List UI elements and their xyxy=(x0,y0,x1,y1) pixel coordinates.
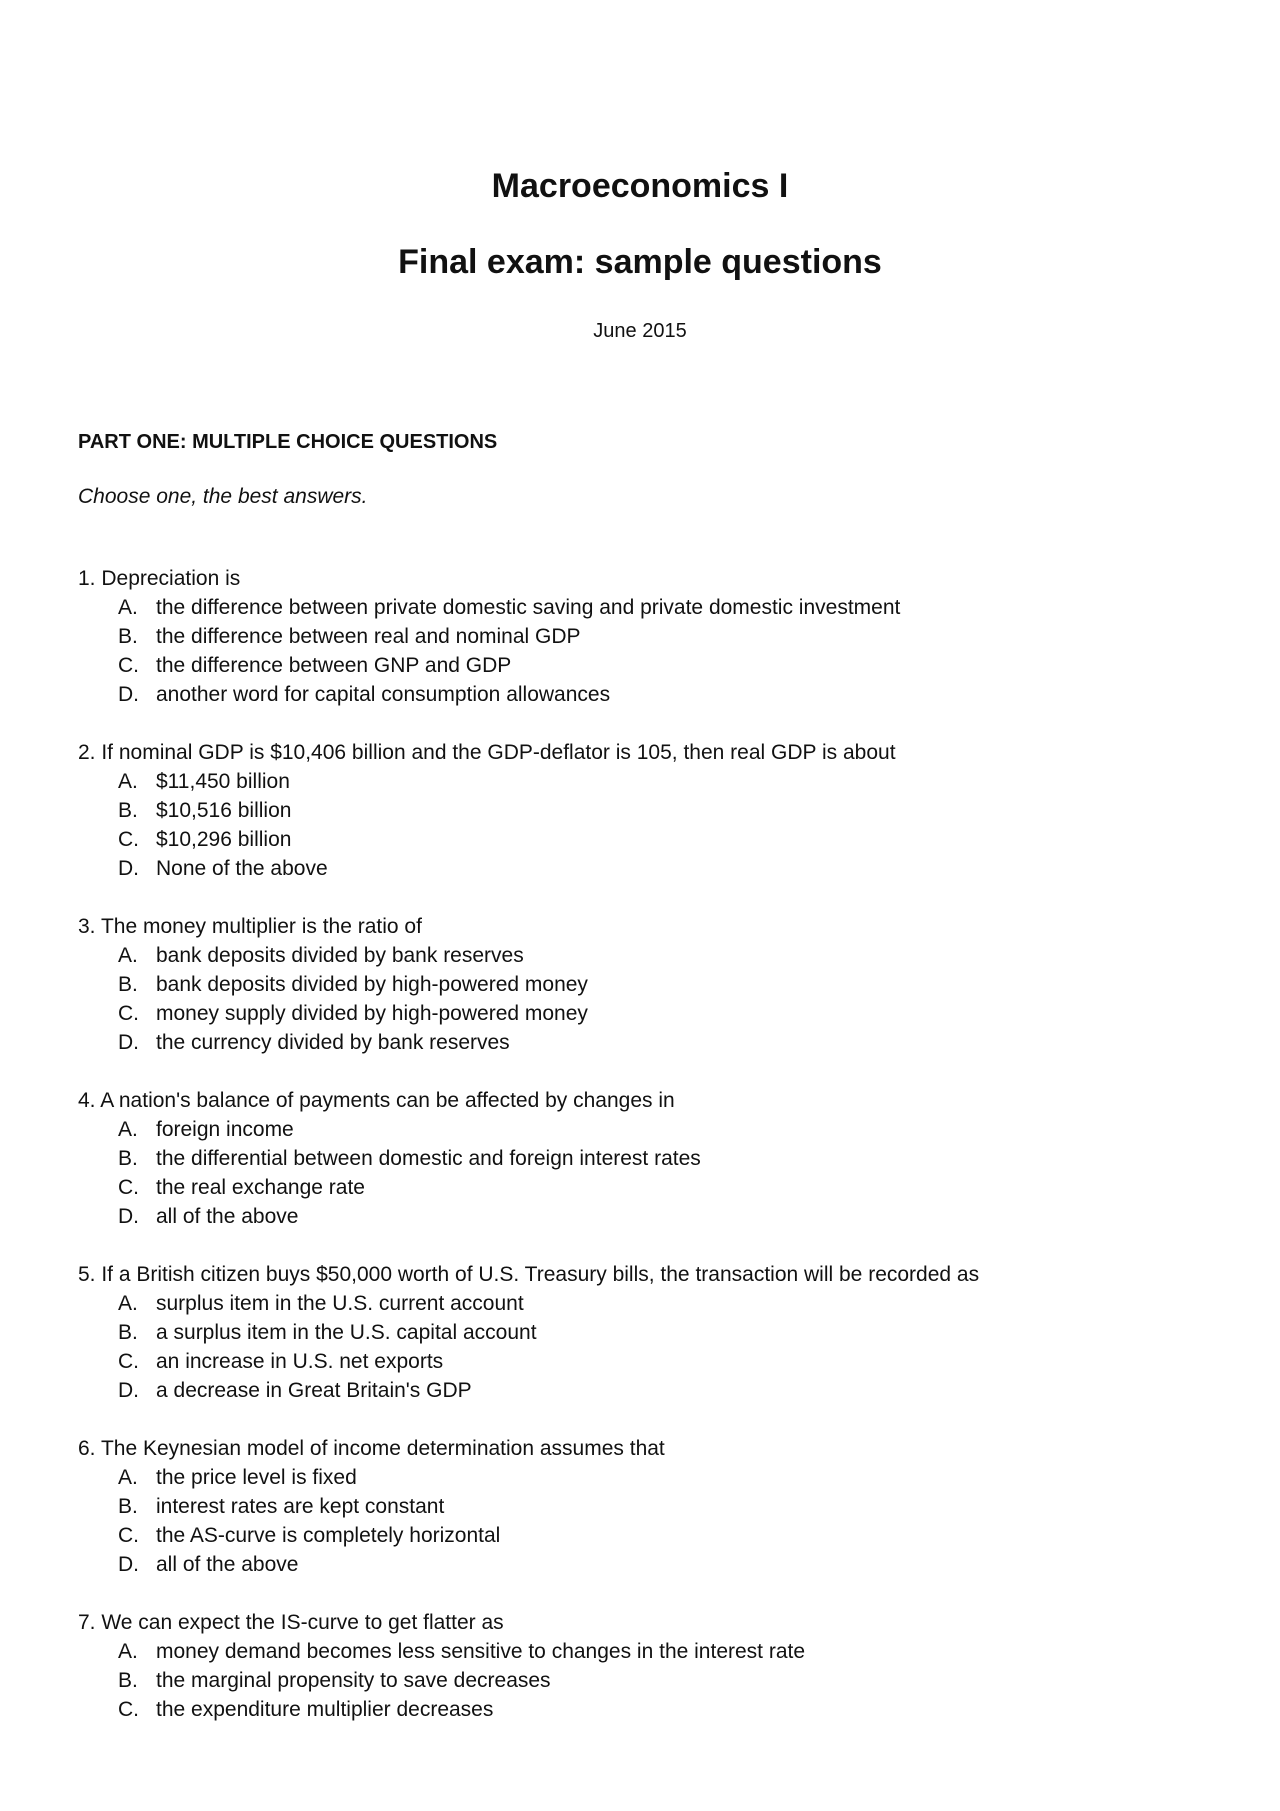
answer-option xyxy=(78,1376,1218,1405)
question-list xyxy=(78,564,1218,1753)
option-letter: A. xyxy=(118,770,138,793)
answer-option xyxy=(78,680,1218,709)
answer-option xyxy=(78,1115,1218,1144)
option-letter: B. xyxy=(118,1669,138,1692)
question-stem: 3. The money multiplier is the ratio of xyxy=(78,915,422,938)
question-stem: 2. If nominal GDP is $10,406 billion and the GDP-deflator is 105, then real GDP is about xyxy=(78,741,896,764)
answer-option xyxy=(78,1637,1218,1666)
answer-options xyxy=(78,1463,1218,1579)
option-letter: B. xyxy=(118,1495,138,1518)
answer-option xyxy=(78,854,1218,883)
option-letter: D. xyxy=(118,1553,139,1576)
document-subtitle: Final exam: sample questions xyxy=(398,243,882,281)
answer-options xyxy=(78,767,1218,883)
answer-option xyxy=(78,1666,1218,1695)
answer-option xyxy=(78,941,1218,970)
option-letter: D. xyxy=(118,1379,139,1402)
option-letter: C. xyxy=(118,1698,139,1721)
answer-option xyxy=(78,593,1218,622)
answer-option xyxy=(78,970,1218,999)
option-letter: A. xyxy=(118,596,138,619)
question-item xyxy=(78,1260,1218,1405)
question-item xyxy=(78,1434,1218,1579)
answer-option xyxy=(78,1318,1218,1347)
answer-option xyxy=(78,767,1218,796)
answer-option xyxy=(78,1347,1218,1376)
answer-options xyxy=(78,1289,1218,1405)
option-letter: A. xyxy=(118,1466,138,1489)
answer-option xyxy=(78,1695,1218,1724)
option-letter: C. xyxy=(118,1176,139,1199)
answer-option xyxy=(78,825,1218,854)
question-stem: 1. Depreciation is xyxy=(78,567,241,590)
document-date: June 2015 xyxy=(593,320,687,342)
option-text: another word for capital consumption allowances xyxy=(156,683,611,706)
question-item xyxy=(78,912,1218,1057)
answer-options xyxy=(78,941,1218,1057)
option-text: the difference between GNP and GDP xyxy=(156,654,512,677)
question-item xyxy=(78,564,1218,709)
option-text: the difference between private domestic saving and private domestic investment xyxy=(156,596,901,619)
option-text: the expenditure multiplier decreases xyxy=(156,1698,494,1721)
option-letter: C. xyxy=(118,828,139,851)
part-heading: PART ONE: MULTIPLE CHOICE QUESTIONS xyxy=(78,431,498,453)
answer-option xyxy=(78,1289,1218,1318)
option-letter: A. xyxy=(118,1640,138,1663)
answer-option xyxy=(78,1173,1218,1202)
answer-option xyxy=(78,1463,1218,1492)
option-letter: B. xyxy=(118,1147,138,1170)
option-letter: B. xyxy=(118,1321,138,1344)
answer-options xyxy=(78,1115,1218,1231)
instruction-text: Choose one, the best answers. xyxy=(78,485,368,508)
option-text: the differential between domestic and foreign interest rates xyxy=(156,1147,701,1170)
question-stem: 5. If a British citizen buys $50,000 worth of U.S. Treasury bills, the transaction will be recorded as xyxy=(78,1263,980,1286)
option-letter: C. xyxy=(118,1002,139,1025)
answer-option xyxy=(78,1550,1218,1579)
answer-option xyxy=(78,1144,1218,1173)
option-letter: C. xyxy=(118,1524,139,1547)
question-stem: 4. A nation's balance of payments can be affected by changes in xyxy=(78,1089,675,1112)
question-item xyxy=(78,1608,1218,1724)
option-letter: C. xyxy=(118,1350,139,1373)
answer-option xyxy=(78,1492,1218,1521)
option-letter: B. xyxy=(118,799,138,822)
answer-options xyxy=(78,1637,1218,1724)
question-stem: 7. We can expect the IS-curve to get flatter as xyxy=(78,1611,504,1634)
option-text: all of the above xyxy=(156,1205,299,1228)
option-text: surplus item in the U.S. current account xyxy=(156,1292,524,1315)
option-text: a decrease in Great Britain's GDP xyxy=(156,1379,472,1402)
option-letter: D. xyxy=(118,1031,139,1054)
answer-option xyxy=(78,1521,1218,1550)
question-item xyxy=(78,738,1218,883)
option-text: a surplus item in the U.S. capital account xyxy=(156,1321,537,1344)
option-text: money supply divided by high-powered money xyxy=(156,1002,588,1025)
option-text: bank deposits divided by bank reserves xyxy=(156,944,524,967)
answer-option xyxy=(78,651,1218,680)
answer-options xyxy=(78,593,1218,709)
option-text: an increase in U.S. net exports xyxy=(156,1350,444,1373)
answer-option xyxy=(78,999,1218,1028)
option-letter: D. xyxy=(118,857,139,880)
option-letter: C. xyxy=(118,654,139,677)
option-letter: B. xyxy=(118,973,138,996)
option-text: the real exchange rate xyxy=(156,1176,365,1199)
option-text: $11,450 billion xyxy=(156,770,290,793)
question-stem: 6. The Keynesian model of income determination assumes that xyxy=(78,1437,665,1460)
option-text: the AS-curve is completely horizontal xyxy=(156,1524,501,1547)
option-letter: A. xyxy=(118,944,138,967)
option-text: bank deposits divided by high-powered money xyxy=(156,973,588,996)
option-text: the difference between real and nominal GDP xyxy=(156,625,581,648)
option-letter: D. xyxy=(118,683,139,706)
option-text: all of the above xyxy=(156,1553,299,1576)
option-letter: A. xyxy=(118,1118,138,1141)
question-item xyxy=(78,1086,1218,1231)
option-letter: B. xyxy=(118,625,138,648)
answer-option xyxy=(78,1202,1218,1231)
option-letter: D. xyxy=(118,1205,139,1228)
option-text: $10,516 billion xyxy=(156,799,292,822)
option-text: money demand becomes less sensitive to changes in the interest rate xyxy=(156,1640,806,1663)
option-text: the marginal propensity to save decreases xyxy=(156,1669,551,1692)
answer-option xyxy=(78,622,1218,651)
option-text: $10,296 billion xyxy=(156,828,292,851)
document-title: Macroeconomics I xyxy=(491,167,789,205)
option-text: foreign income xyxy=(156,1118,294,1141)
option-text: None of the above xyxy=(156,857,328,880)
option-text: interest rates are kept constant xyxy=(156,1495,445,1518)
option-text: the price level is fixed xyxy=(156,1466,357,1489)
answer-option xyxy=(78,796,1218,825)
answer-option xyxy=(78,1028,1218,1057)
option-text: the currency divided by bank reserves xyxy=(156,1031,510,1054)
option-letter: A. xyxy=(118,1292,138,1315)
